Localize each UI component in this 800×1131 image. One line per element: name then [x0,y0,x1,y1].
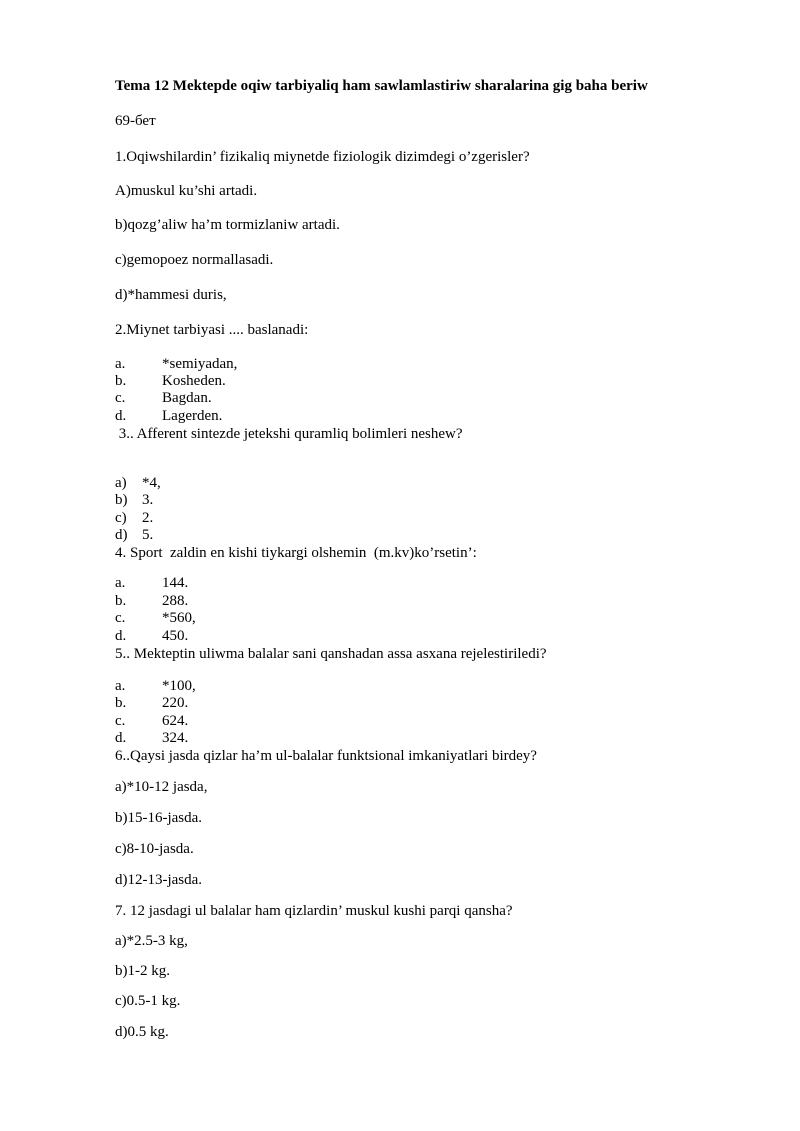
question-6-option-a: a)*10-12 jasda, [115,779,208,795]
question-4-option-a-text: 144. [162,575,189,591]
question-2-option-c-marker: c. [115,390,126,406]
question-2-option-b-text: Kosheden. [162,373,226,389]
question-6-text: 6..Qaysi jasda qizlar ha’m ul-balalar funktsional imkaniyatlari birdey? [115,748,537,764]
question-4-option-d-marker: d. [115,628,127,644]
question-2-option-d-marker: d. [115,408,127,424]
question-4-option-b-marker: b. [115,593,127,609]
question-5-option-b-marker: b. [115,695,127,711]
question-4-option-a-marker: a. [115,575,126,591]
question-2-option-a-marker: a. [115,356,126,372]
question-7-text: 7. 12 jasdagi ul balalar ham qizlardin’ muskul kushi parqi qansha? [115,903,513,919]
question-5-option-c-marker: c. [115,713,126,729]
question-5-text: 5.. Mekteptin uliwma balalar sani qanshadan assa asxana rejelestiriledi? [115,646,547,662]
question-1-option-b: b)qozg’aliw ha’m tormizlaniw artadi. [115,217,340,233]
document-title: Tema 12 Mektepde oqiw tarbiyaliq ham sawlamlastiriw sharalarina gig baha beriw [115,78,648,94]
question-4-text: 4. Sport zaldin en kishi tiykargi olshemin (m.kv)ko’rsetin’: [115,545,477,561]
question-3-option-d-text: 5. [142,527,154,543]
question-5-option-a-text: *100, [162,678,196,694]
question-3-option-b-text: 3. [142,492,154,508]
question-2-option-b-marker: b. [115,373,127,389]
question-6-option-b: b)15-16-jasda. [115,810,203,826]
question-7-option-b: b)1-2 kg. [115,963,170,979]
question-3-option-a-marker: a) [115,475,127,491]
question-3-text: 3.. Afferent sintezde jetekshi quramliq bolimleri neshew? [115,426,463,442]
question-2-option-d-text: Lagerden. [162,408,223,424]
question-7-option-d: d)0.5 kg. [115,1024,169,1040]
question-5-option-c-text: 624. [162,713,189,729]
question-2-option-a-text: *semiyadan, [162,356,238,372]
question-5-option-b-text: 220. [162,695,189,711]
question-6-option-d: d)12-13-jasda. [115,872,203,888]
question-1-option-c: c)gemopoez normallasadi. [115,252,274,268]
question-4-option-b-text: 288. [162,593,189,609]
question-5-option-d-marker: d. [115,730,127,746]
question-3-option-d-marker: d) [115,527,128,543]
question-3-option-c-text: 2. [142,510,154,526]
question-4-option-d-text: 450. [162,628,189,644]
question-7-option-a: a)*2.5-3 kg, [115,933,188,949]
question-5-option-d-text: 324. [162,730,189,746]
question-2-text: 2.Miynet tarbiyasi .... baslanadi: [115,322,309,338]
question-3-option-a-text: *4, [142,475,161,491]
question-4-option-c-marker: c. [115,610,126,626]
question-2-option-c-text: Bagdan. [162,390,212,406]
question-1-option-d: d)*hammesi duris, [115,287,227,303]
question-1-option-a: A)muskul ku’shi artadi. [115,183,258,199]
question-7-option-c: c)0.5-1 kg. [115,993,181,1009]
question-1-text: 1.Oqiwshilardin’ fizikaliq miynetde fiziologik dizimdegi o’zgerisler? [115,149,530,165]
question-3-option-b-marker: b) [115,492,128,508]
question-6-option-c: c)8-10-jasda. [115,841,194,857]
question-3-option-c-marker: c) [115,510,127,526]
question-5-option-a-marker: a. [115,678,126,694]
question-4-option-c-text: *560, [162,610,196,626]
page-reference: 69-бет [115,113,156,129]
